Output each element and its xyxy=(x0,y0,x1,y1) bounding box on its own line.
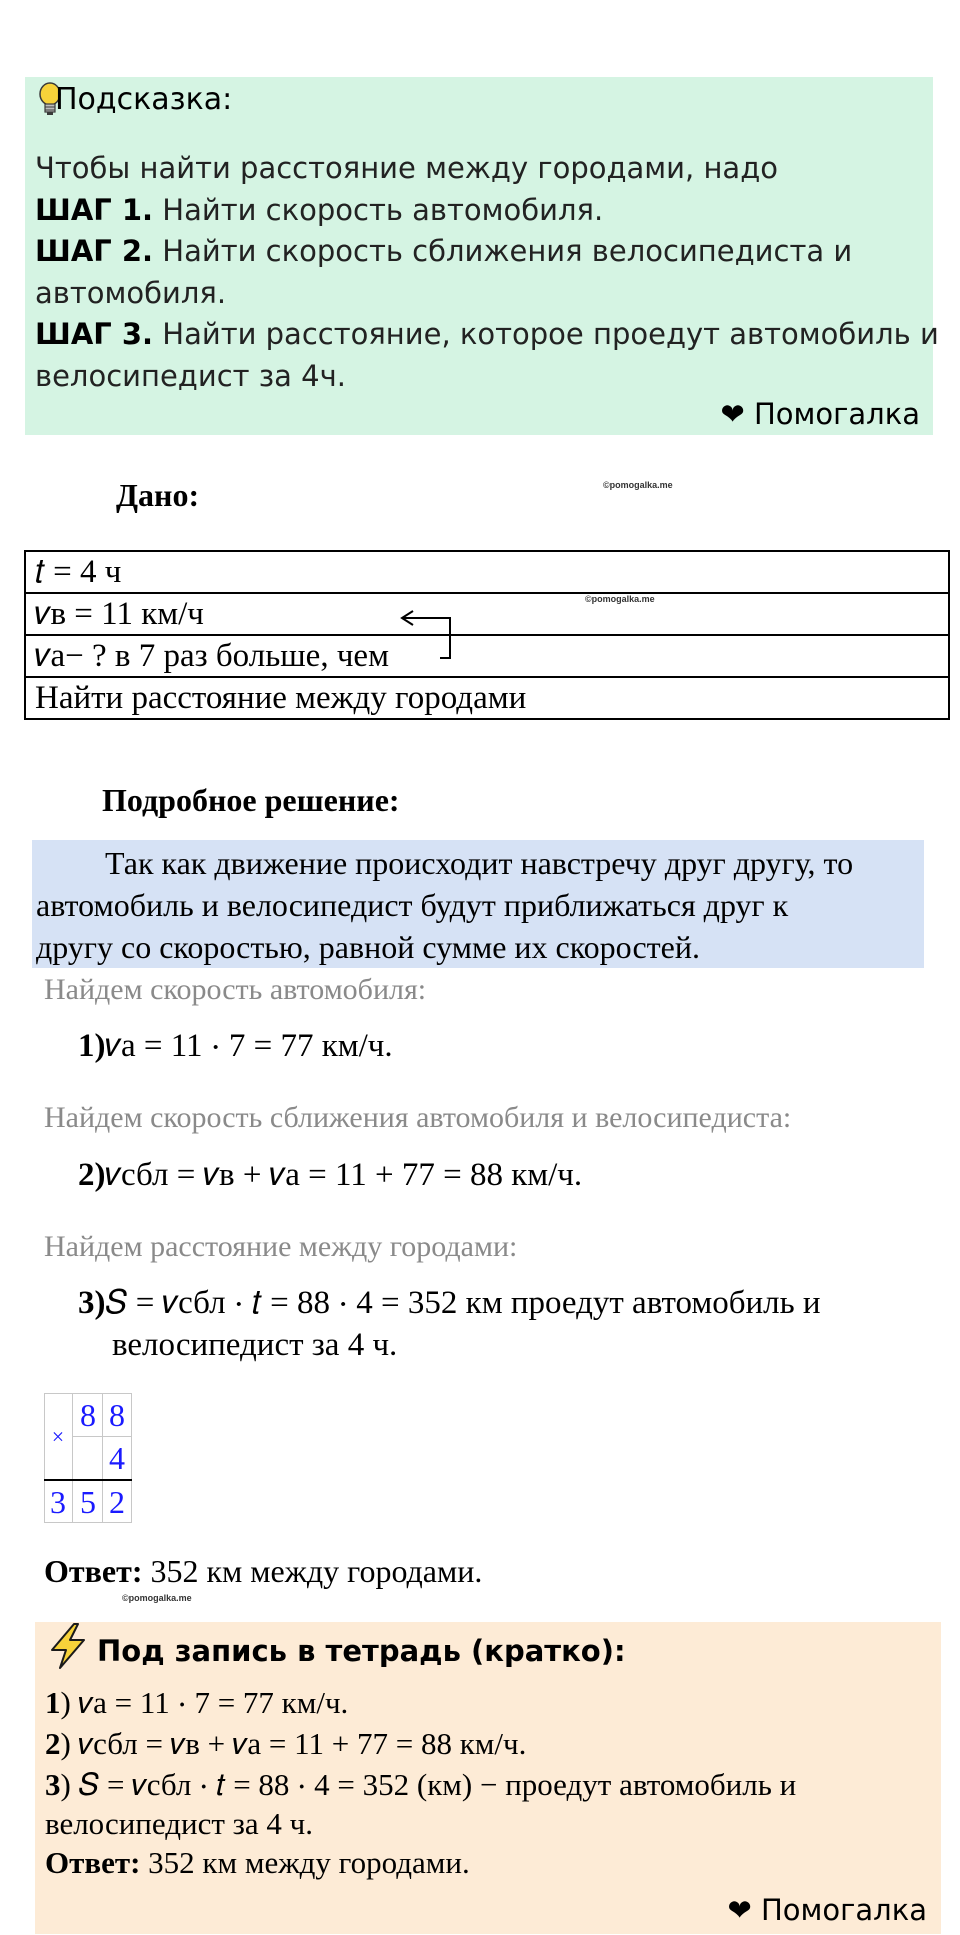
watermark: ©pomogalka.me xyxy=(603,480,673,490)
hint-step-1-text: Найти скорость автомобиля. xyxy=(153,193,604,227)
hint-step-2-label: ШАГ 2. xyxy=(35,234,154,268)
intro-line: автомобиль и велосипедист будут приближаться друг к xyxy=(36,887,789,923)
short-title: Под запись в тетрадь (кратко): xyxy=(97,1634,626,1668)
heart-icon: ❤ xyxy=(720,397,745,431)
hint-brand xyxy=(720,397,920,431)
short-brand xyxy=(727,1893,927,1927)
multiply-sign: × xyxy=(51,1424,65,1449)
short-answer xyxy=(45,1845,470,1881)
short-line-3 xyxy=(45,1767,796,1804)
hint-step-2-text: Найти скорость сближения велосипедиста и xyxy=(153,234,853,268)
step-1-num: 1) xyxy=(78,1028,106,1064)
short-line-2 xyxy=(45,1726,526,1763)
short-line-text: велосипедист за 4 ч. xyxy=(45,1806,314,1841)
lightning-icon xyxy=(46,1622,90,1670)
mult-digit: 2 xyxy=(109,1484,125,1520)
short-line-text: ) 𝑆 = 𝑣сбл ⋅ 𝑡 = 88 ⋅ 4 = 352 (км) − проедут автомобиль и xyxy=(60,1767,797,1802)
answer-text: 352 км между городами. xyxy=(142,1553,483,1589)
hint-step-2 xyxy=(35,230,852,272)
short-answer-label: Ответ: xyxy=(45,1845,141,1880)
given-title: Дано: xyxy=(116,477,200,513)
hint-intro: Чтобы найти расстояние между городами, надо xyxy=(35,151,778,185)
intro-line: другу со скоростью, равной сумме их скоростей. xyxy=(36,929,700,965)
given-table xyxy=(24,550,950,720)
mult-digit: 5 xyxy=(80,1484,96,1520)
short-brand-label: Помогалка xyxy=(761,1893,927,1927)
short-line-4 xyxy=(45,1806,313,1842)
hint-step-3 xyxy=(35,313,939,355)
given-row xyxy=(25,593,949,635)
answer xyxy=(44,1553,482,1590)
short-line-num: 2 xyxy=(45,1726,61,1761)
step-2-expr: 𝑣сбл = 𝑣в + 𝑣а = 11 + 77 = 88 км/ч. xyxy=(105,1157,583,1193)
step-2-num: 2) xyxy=(78,1157,106,1193)
short-line-num: 3 xyxy=(45,1767,61,1802)
step-2 xyxy=(78,1157,582,1194)
step-3-expr: 𝑆 = 𝑣сбл ⋅ 𝑡 = 88 ⋅ 4 = 352 км проедут автомобиль и xyxy=(105,1285,821,1321)
hint-step-3-label: ШАГ 3. xyxy=(35,317,154,351)
watermark: ©pomogalka.me xyxy=(122,1593,192,1603)
note-3: Найдем расстояние между городами: xyxy=(44,1230,518,1263)
mult-digit: 8 xyxy=(109,1397,125,1433)
short-line-1 xyxy=(45,1685,348,1722)
step-3 xyxy=(78,1285,821,1322)
heart-icon: ❤ xyxy=(727,1893,752,1927)
hint-title: Подсказка: xyxy=(55,82,233,117)
intro-line: Так как движение происходит навстречу друг другу, то xyxy=(105,845,854,881)
short-line-text: ) 𝑣сбл = 𝑣в + 𝑣а = 11 + 77 = 88 км/ч. xyxy=(60,1726,527,1761)
short-line-num: 1 xyxy=(45,1685,61,1720)
bracket-arrow-icon xyxy=(398,606,456,662)
step-3-num: 3) xyxy=(78,1285,106,1321)
hint-step-1-label: ШАГ 1. xyxy=(35,193,154,227)
mult-digit: 4 xyxy=(109,1440,125,1476)
watermark: ©pomogalka.me xyxy=(585,594,655,604)
step-1-expr: 𝑣а = 11 ⋅ 7 = 77 км/ч. xyxy=(105,1028,393,1064)
hint-step-3-cont: велосипедист за 4ч. xyxy=(35,359,346,393)
multiplication-grid xyxy=(44,1393,132,1523)
given-cell: Найти расстояние между городами xyxy=(25,677,949,719)
given-cell: 𝑡 = 4 ч xyxy=(25,551,949,593)
hint-step-3-text: Найти расстояние, которое проедут автомобиль и xyxy=(153,317,939,351)
note-1: Найдем скорость автомобиля: xyxy=(44,973,427,1006)
given-row xyxy=(25,551,949,593)
short-line-text: ) 𝑣а = 11 ⋅ 7 = 77 км/ч. xyxy=(60,1685,349,1720)
note-2: Найдем скорость сближения автомобиля и велосипедиста: xyxy=(44,1101,792,1134)
solution-title: Подробное решение: xyxy=(102,782,400,818)
given-row xyxy=(25,677,949,719)
step-3-cont: велосипедист за 4 ч. xyxy=(112,1327,398,1363)
hint-step-2-cont: автомобиля. xyxy=(35,276,227,310)
step-1 xyxy=(78,1028,393,1065)
answer-label: Ответ: xyxy=(44,1553,143,1589)
short-answer-text: 352 км между городами. xyxy=(140,1845,470,1880)
mult-digit: 3 xyxy=(50,1484,66,1520)
given-row xyxy=(25,635,949,677)
hint-brand-label: Помогалка xyxy=(754,397,920,431)
given-cell: 𝑣а− ? в 7 раз больше, чем xyxy=(25,635,949,677)
given-cell: 𝑣в = 11 км/ч xyxy=(25,593,949,635)
mult-digit: 8 xyxy=(80,1397,96,1433)
hint-step-1 xyxy=(35,189,603,231)
